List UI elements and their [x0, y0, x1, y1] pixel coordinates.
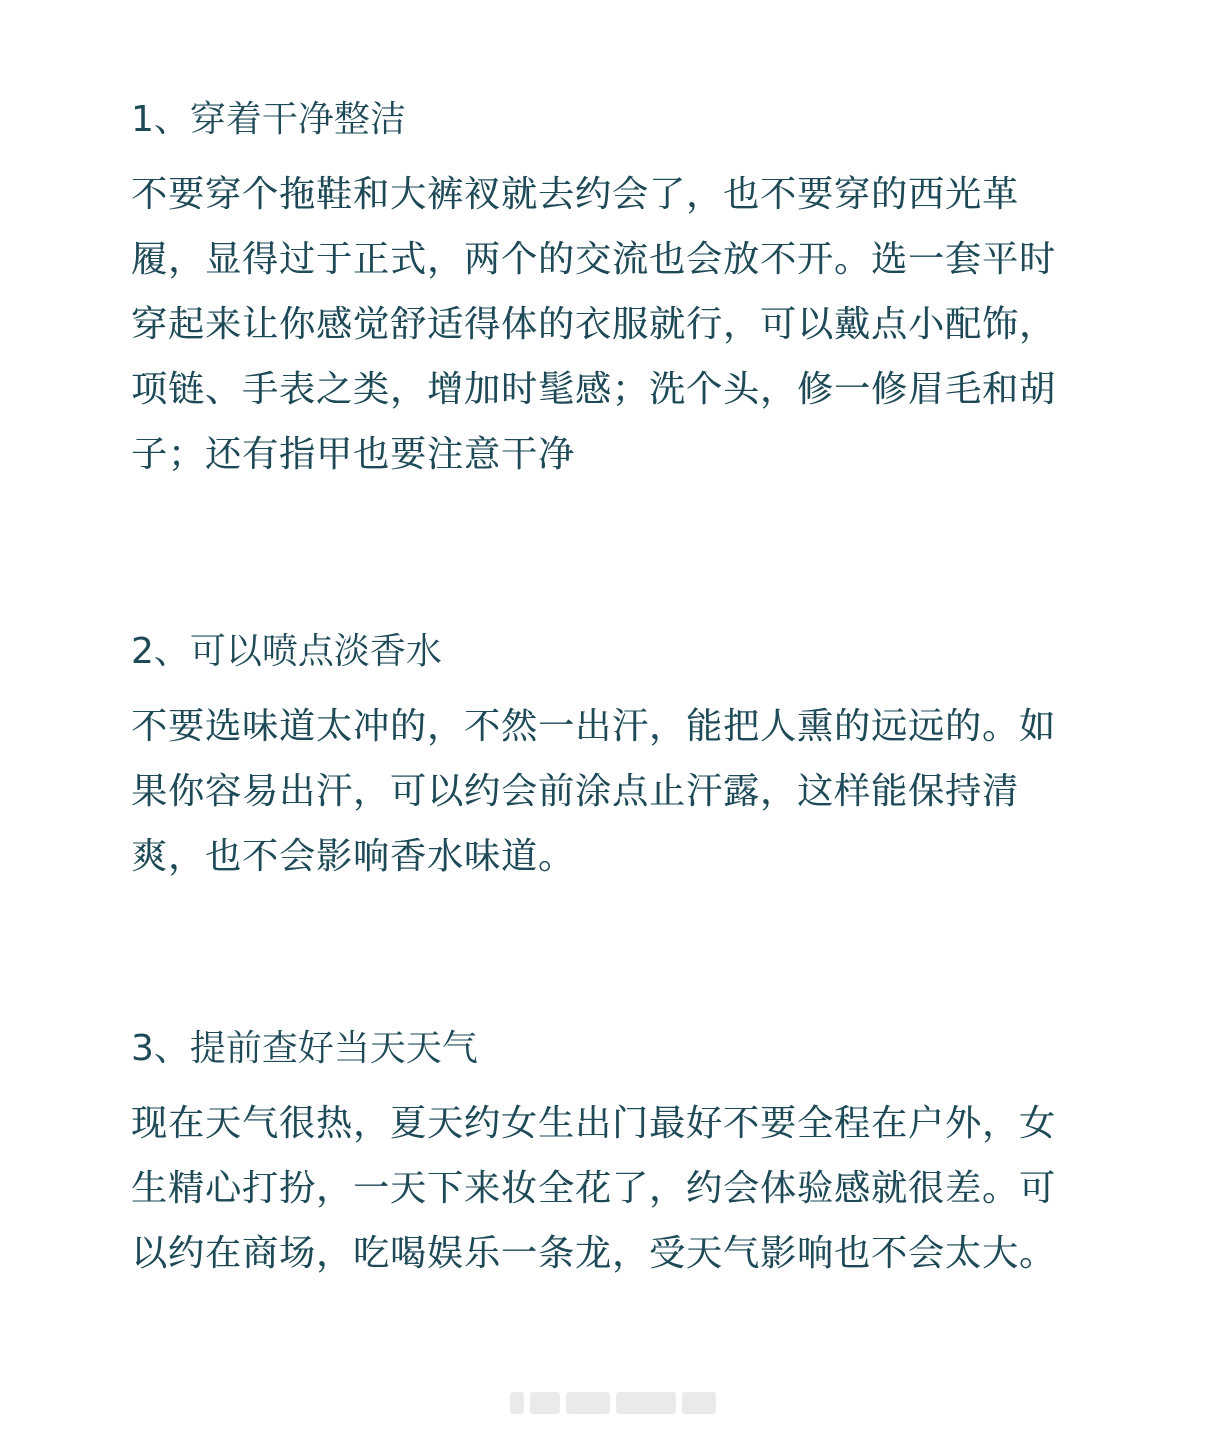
section-title: 2、可以喷点淡香水 — [131, 631, 442, 672]
watermark-mark — [616, 1392, 676, 1414]
watermark-mark — [530, 1392, 560, 1414]
watermark-mark — [682, 1392, 716, 1414]
watermark — [510, 1386, 720, 1420]
section-clothing — [131, 96, 1076, 487]
section-title: 1、穿着干净整洁 — [131, 99, 406, 140]
section-body: 不要选味道太冲的，不然一出汗，能把人熏的远远的。如果你容易出汗，可以约会前涂点止汗露，这样能保持清爽，也不会影响香水味道。 — [131, 706, 1057, 877]
section-body: 不要穿个拖鞋和大裤衩就去约会了，也不要穿的西光革履，显得过于正式，两个的交流也会放不开。选一套平时穿起来让你感觉舒适得体的衣服就行，可以戴点小配饰，项链、手表之类，增加时髦感；洗个头，修一修眉毛和胡子；还有指甲也要注意干净 — [131, 174, 1057, 475]
section-perfume — [131, 628, 1076, 889]
section-weather — [131, 1025, 1076, 1286]
section-body: 现在天气很热，夏天约女生出门最好不要全程在户外，女生精心打扮，一天下来妆全花了，约会体验感就很差。可以约在商场，吃喝娱乐一条龙，受天气影响也不会太大。 — [131, 1103, 1057, 1274]
section-title: 3、提前查好当天天气 — [131, 1028, 478, 1069]
watermark-mark — [510, 1392, 524, 1414]
watermark-mark — [566, 1392, 610, 1414]
